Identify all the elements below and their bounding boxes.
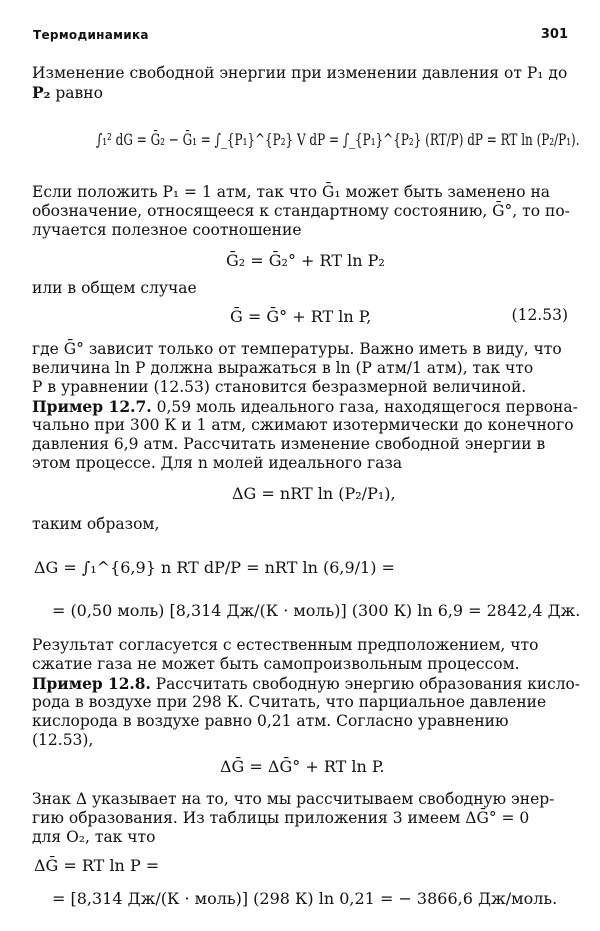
para-1-line-2	[32, 83, 570, 103]
para-4-line-1: где Ḡ° зависит только от температуры. Важно иметь в виду, что	[32, 340, 562, 358]
para-2-line-2: обозначение, относящееся к стандартному состоянию, Ḡ°, то по-	[32, 202, 570, 220]
para-2-line-1: Если положить P₁ = 1 атм, так что Ḡ₁ может быть заменено на	[32, 183, 551, 201]
equation-4: ΔG = nRT ln (P₂/P₁),	[232, 484, 396, 503]
equation-7b: = [8,314 Дж/(К · моль)] (298 К) ln 0,21 = − 3866,6 Дж/моль.	[52, 889, 558, 908]
para-1-line-1: Изменение свободной энергии при изменении давления от P₁ до	[32, 64, 568, 82]
example-12-8-label: Пример 12.8.	[32, 674, 151, 693]
para-4-line-3: P в уравнении (12.53) становится безразмерной величиной.	[32, 378, 527, 396]
example-12-8-text-1: Рассчитать свободную энергию образования кисло-	[150, 675, 580, 693]
para-7-line-2: гию образования. Из таблицы приложения 3 имеем ΔḠ° = 0	[32, 809, 530, 827]
equation-3-number: (12.53)	[511, 306, 568, 324]
page-number: 301	[540, 27, 568, 42]
example-12-7-line-2: чально при 300 К и 1 атм, сжимают изотермически до конечного	[32, 416, 574, 434]
equation-2: Ḡ₂ = Ḡ₂° + RT ln P₂	[226, 251, 385, 270]
running-title: Термодинамика	[33, 28, 149, 42]
example-12-7-label: Пример 12.7.	[32, 397, 152, 416]
para-2-line-3: лучается полезное соотношение	[32, 221, 302, 239]
para-3: или в общем случае	[32, 279, 197, 297]
example-12-8-line-4: (12.53),	[32, 731, 94, 749]
para-1-line-2-rest: равно	[50, 84, 103, 102]
example-12-8-line-2: рода в воздухе при 298 К. Считать, что парциальное давление	[32, 693, 547, 711]
p2-bold: P₂	[32, 83, 51, 102]
equation-1: ∫₁² dG = Ḡ₂ − Ḡ₁ = ∫_{P₁}^{P₂} V dP = ∫_{P₁}^{P₂} (RT/P) dP = RT ln (P₂/P₁).	[96, 130, 580, 149]
example-12-7-text-1: 0,59 моль идеального газа, находящегося первона-	[151, 398, 578, 416]
para-5: таким образом,	[32, 515, 160, 533]
example-12-8-line-1	[32, 674, 580, 694]
para-6-line-1: Результат согласуется с естественным предположением, что	[32, 636, 539, 654]
para-6-line-2: сжатие газа не может быть самопроизвольным процессом.	[32, 655, 520, 673]
para-7-line-3: для O₂, так что	[32, 828, 156, 846]
example-12-7-line-1	[32, 397, 578, 417]
equation-5b: = (0,50 моль) [8,314 Дж/(К · моль)] (300 К) ln 6,9 = 2842,4 Дж.	[52, 601, 581, 620]
equation-3: Ḡ = Ḡ° + RT ln P,	[230, 307, 372, 326]
example-12-7-line-3: давления 6,9 атм. Рассчитать изменение свободной энергии в	[32, 435, 546, 453]
equation-5a: ΔG = ∫₁^{6,9} n RT dP/P = nRT ln (6,9/1) =	[34, 558, 395, 577]
equation-6: ΔḠ = ΔḠ° + RT ln P.	[220, 757, 385, 776]
example-12-8-line-3: кислорода в воздухе равно 0,21 атм. Согласно уравнению	[32, 712, 509, 730]
example-12-7-line-4: этом процессе. Для n молей идеального газа	[32, 454, 403, 472]
para-7-line-1: Знак Δ указывает на то, что мы рассчитываем свободную энер-	[32, 790, 555, 808]
equation-7a: ΔḠ = RT ln P =	[34, 856, 160, 875]
para-4-line-2: величина ln P должна выражаться в ln (P атм/1 атм), так что	[32, 359, 534, 377]
